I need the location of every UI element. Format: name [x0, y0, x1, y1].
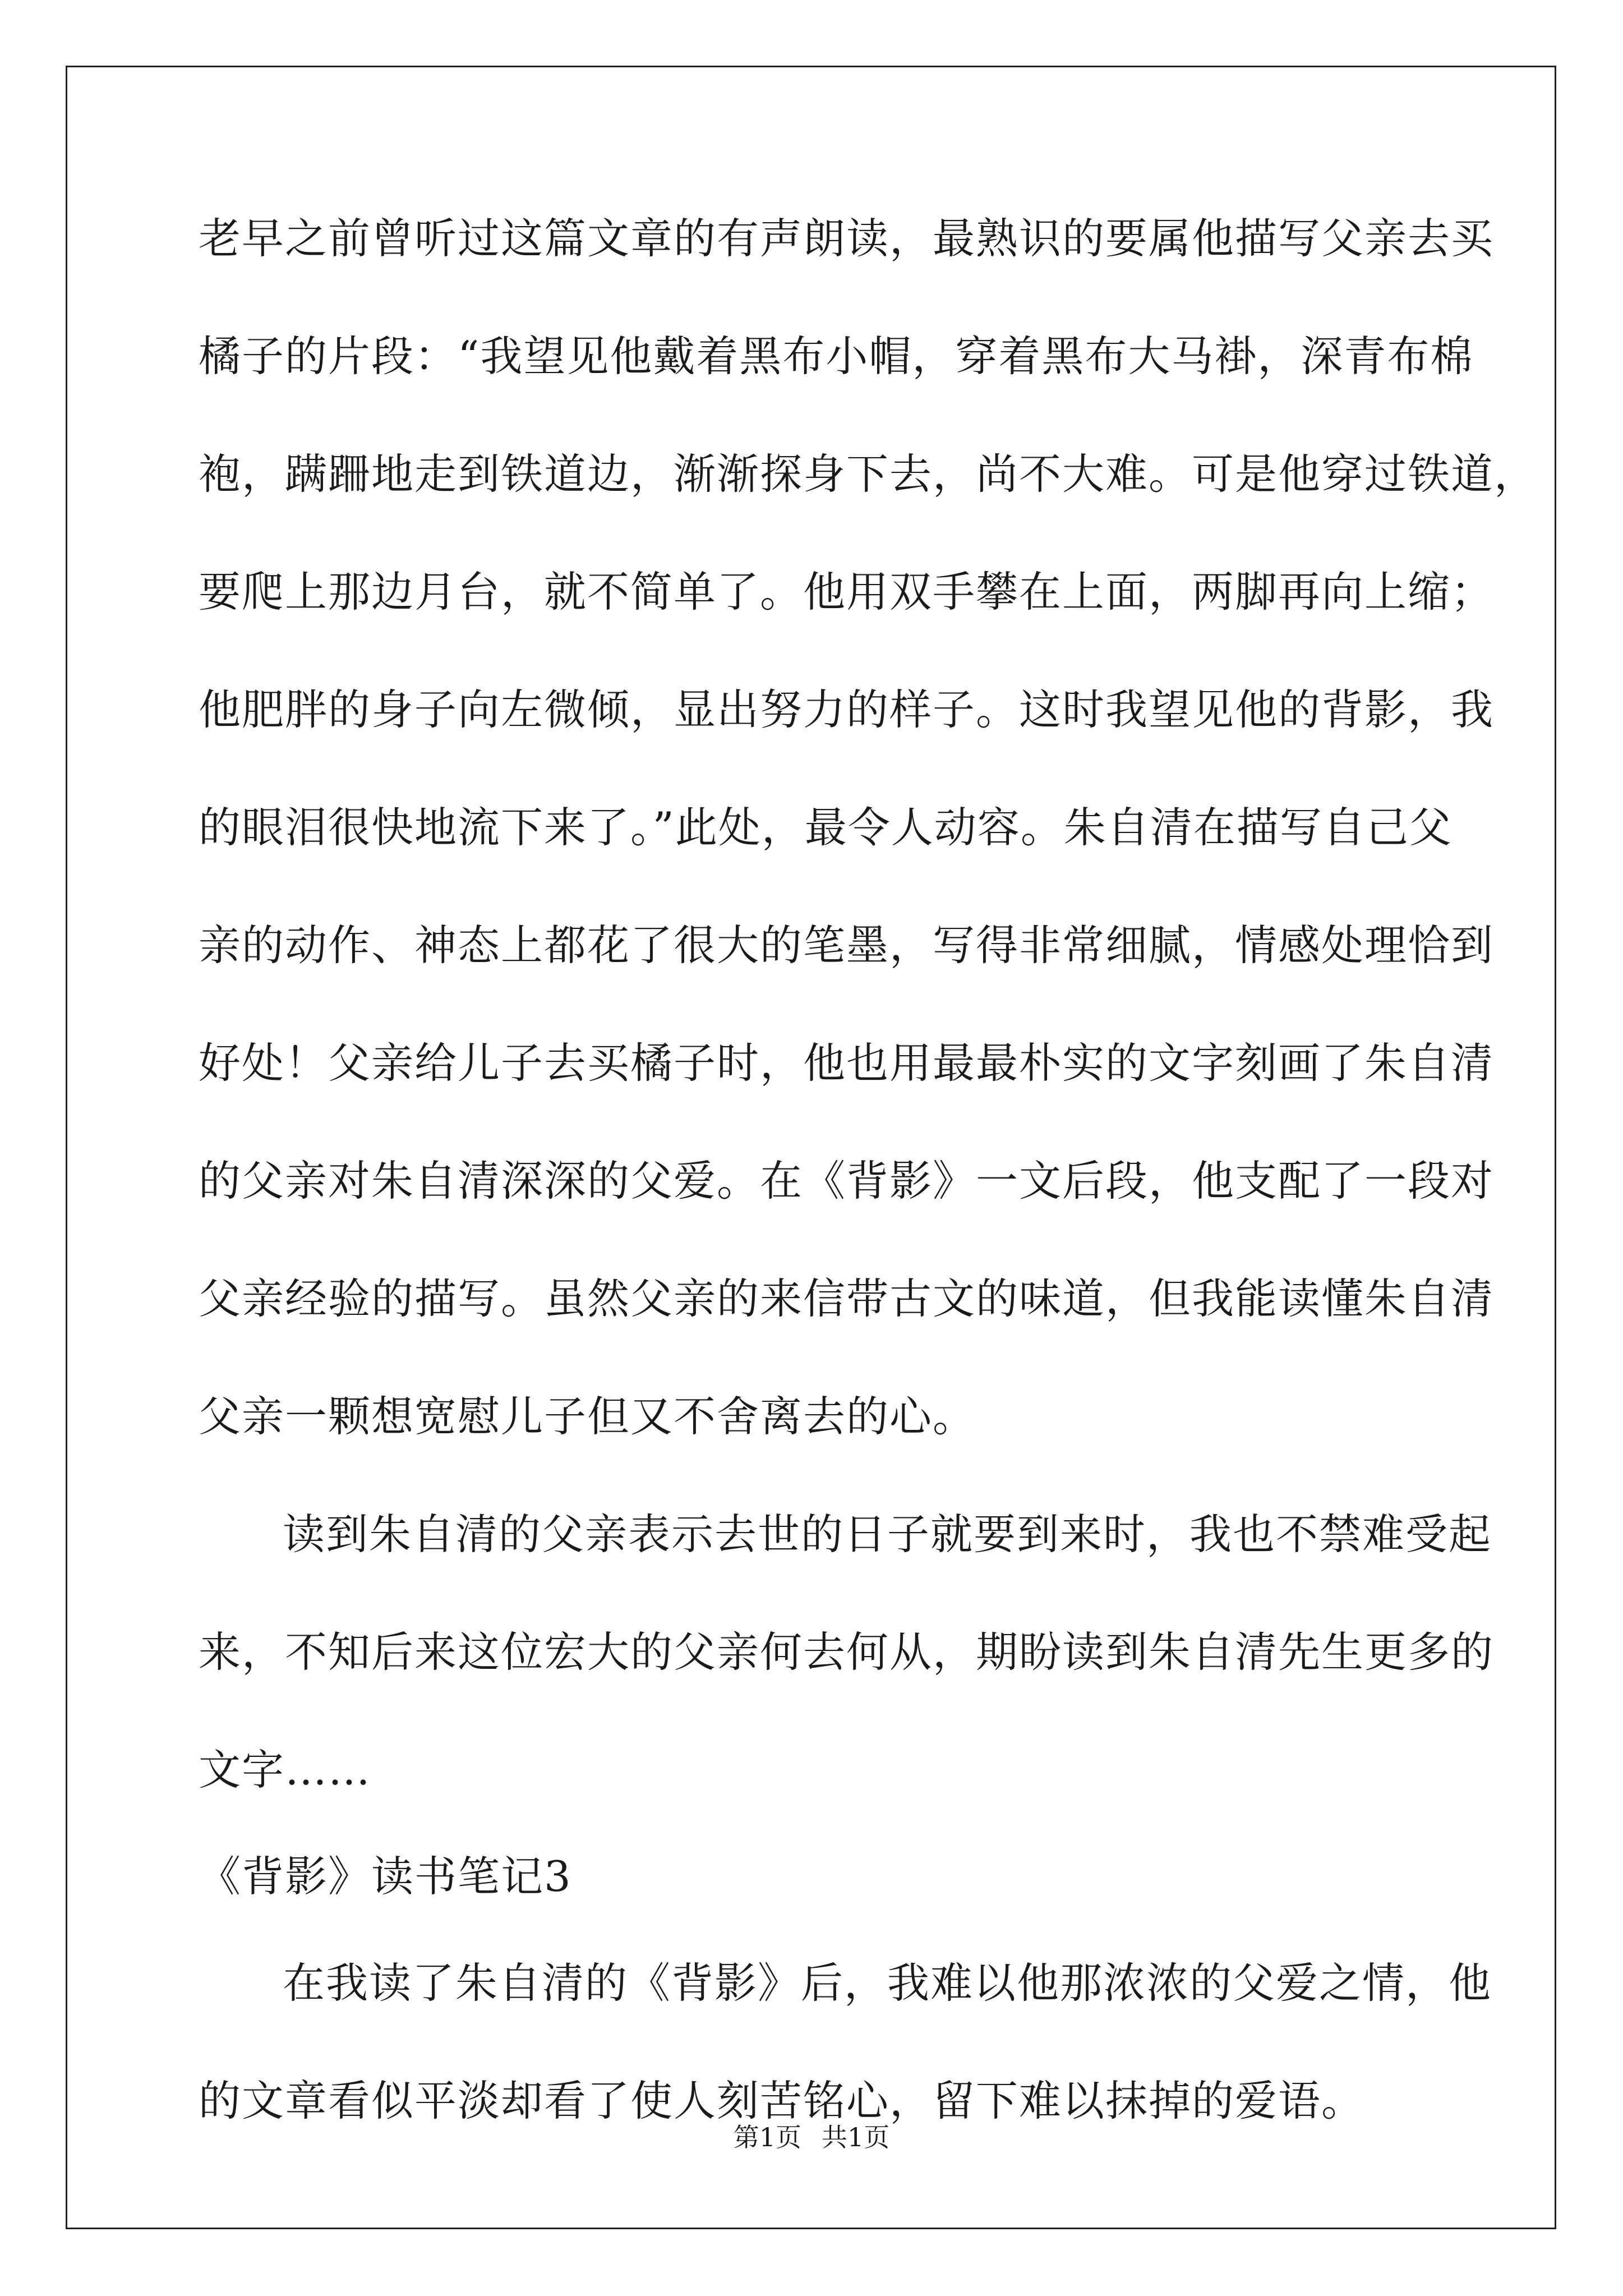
paragraph-line: 好处！父亲给儿子去买橘子时，他也用最最朴实的文字刻画了朱自清	[199, 1038, 1495, 1088]
paragraph-line: 的眼泪很快地流下来了。”此处，最令人动容。朱自清在描写自己父	[199, 803, 1453, 852]
paragraph-line: 父亲一颗想宽慰儿子但又不舍离去的心。	[199, 1392, 976, 1441]
paragraph-line: 读到朱自清的父亲表示去世的日子就要到来时，我也不禁难受起	[283, 1510, 1492, 1559]
paragraph-line: 袍，蹒跚地走到铁道边，渐渐探身下去，尚不大难。可是他穿过铁道，	[199, 449, 1538, 499]
paragraph-line: 他肥胖的身子向左微倾，显出努力的样子。这时我望见他的背影，我	[199, 685, 1495, 734]
paragraph-line: 橘子的片段：“我望见他戴着黑布小帽，穿着黑布大马褂，深青布棉	[199, 332, 1474, 381]
section-heading: 《背影》读书笔记3	[199, 1852, 572, 1901]
page-total: 共1页	[822, 2122, 890, 2152]
page-footer	[0, 2120, 1623, 2154]
paragraph-line: 来，不知后来这位宏大的父亲何去何从，期盼读到朱自清先生更多的	[199, 1627, 1495, 1677]
paragraph-line: 老早之前曾听过这篇文章的有声朗读，最熟识的要属他描写父亲去买	[199, 214, 1495, 263]
paragraph-line: 文字……	[199, 1745, 372, 1795]
paragraph-line: 要爬上那边月台，就不简单了。他用双手攀在上面，两脚再向上缩；	[199, 567, 1495, 616]
paragraph-line: 的父亲对朱自清深深的父爱。在《背影》一文后段，他支配了一段对	[199, 1156, 1495, 1205]
paragraph-line: 的文章看似平淡却看了使人刻苦铭心，留下难以抹掉的爱语。	[199, 2076, 1365, 2125]
page-number: 第1页	[733, 2122, 801, 2152]
paragraph-line: 在我读了朱自清的《背影》后，我难以他那浓浓的父爱之情，他	[283, 1958, 1492, 2008]
paragraph-line: 父亲经验的描写。虽然父亲的来信带古文的味道，但我能读懂朱自清	[199, 1274, 1495, 1323]
page-border	[66, 66, 1556, 2229]
paragraph-line: 亲的动作、神态上都花了很大的笔墨，写得非常细腻，情感处理恰到	[199, 921, 1495, 970]
